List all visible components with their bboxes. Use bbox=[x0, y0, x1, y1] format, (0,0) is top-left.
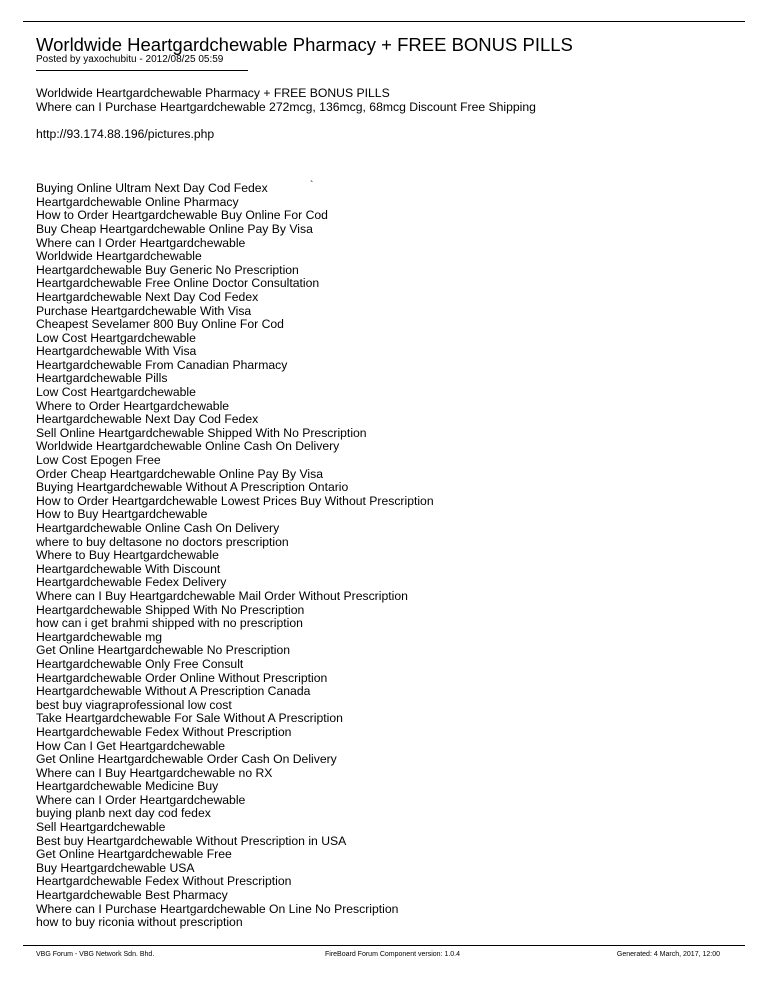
post-line: Where to Order Heartgardchewable bbox=[36, 398, 230, 413]
post-line: buying planb next day cod fedex bbox=[36, 806, 211, 821]
page-title: Worldwide Heartgardchewable Pharmacy + FREE BONUS PILLS bbox=[36, 34, 573, 55]
post-line: Heartgardchewable Free Online Doctor Consultation bbox=[36, 276, 320, 291]
post-line: Low Cost Epogen Free bbox=[36, 453, 161, 468]
post-line: Heartgardchewable Online Cash On Delivery bbox=[36, 521, 280, 536]
post-line: how can i get brahmi shipped with no prescription bbox=[36, 616, 303, 631]
post-line: Heartgardchewable Fedex Without Prescription bbox=[36, 874, 292, 889]
post-line: Worldwide Heartgardchewable Online Cash On Delivery bbox=[36, 439, 340, 454]
post-line: Heartgardchewable From Canadian Pharmacy bbox=[36, 357, 288, 372]
post-line: Heartgardchewable Only Free Consult bbox=[36, 656, 244, 671]
post-line: Sell Heartgardchewable bbox=[36, 820, 166, 835]
post-line: How to Order Heartgardchewable Lowest Prices Buy Without Prescription bbox=[36, 493, 434, 508]
post-body bbox=[36, 87, 736, 930]
post-line: Worldwide Heartgardchewable bbox=[36, 249, 202, 264]
post-line: Purchase Heartgardchewable With Visa bbox=[36, 303, 252, 318]
post-line: how to buy riconia without prescription bbox=[36, 915, 243, 930]
post-line: Heartgardchewable Next Day Cod Fedex bbox=[36, 412, 259, 427]
post-line: Where can I Buy Heartgardchewable no RX bbox=[36, 765, 273, 780]
post-line: Heartgardchewable Fedex Delivery bbox=[36, 575, 227, 590]
post-line: Heartgardchewable Fedex Without Prescription bbox=[36, 724, 292, 739]
post-line: Where can I Order Heartgardchewable bbox=[36, 792, 246, 807]
post-line: where to buy deltasone no doctors prescription bbox=[36, 534, 289, 549]
footer-center: FireBoard Forum Component version: 1.0.4 bbox=[325, 951, 461, 958]
post-line: Heartgardchewable With Visa bbox=[36, 344, 197, 359]
post-line: Get Online Heartgardchewable Order Cash On Delivery bbox=[36, 752, 337, 767]
footer-right: Generated: 4 March, 2017, 12:00 bbox=[616, 951, 720, 958]
post-line: Cheapest Sevelamer 800 Buy Online For Cod bbox=[36, 317, 284, 332]
post-line: Buy Heartgardchewable USA bbox=[36, 860, 195, 875]
intro-line-2: Where can I Purchase Heartgardchewable 272mcg, 136mcg, 68mcg Discount Free Shipping bbox=[36, 99, 536, 114]
post-line: Sell Online Heartgardchewable Shipped With No Prescription bbox=[36, 425, 367, 440]
post-line: best buy viagraprofessional low cost bbox=[36, 697, 232, 712]
posted-by: Posted by yaxochubitu - 2012/08/25 05:59 bbox=[36, 54, 224, 65]
bottom-rule bbox=[23, 945, 745, 946]
post-line: How to Buy Heartgardchewable bbox=[36, 507, 208, 522]
post-line: How to Order Heartgardchewable Buy Online For Cod bbox=[36, 208, 328, 223]
post-line: Low Cost Heartgardchewable bbox=[36, 330, 196, 345]
post-line: Heartgardchewable Shipped With No Prescription bbox=[36, 602, 305, 617]
post-line: Heartgardchewable Pills bbox=[36, 371, 168, 386]
post-line: Where can I Order Heartgardchewable bbox=[36, 235, 246, 250]
post-line: Buying Heartgardchewable Without A Prescription Ontario bbox=[36, 480, 349, 495]
post-line: Heartgardchewable Order Online Without Prescription bbox=[36, 670, 328, 685]
post-line: Order Cheap Heartgardchewable Online Pay By Visa bbox=[36, 466, 324, 481]
post-line: Low Cost Heartgardchewable bbox=[36, 385, 196, 400]
post-line: Heartgardchewable Buy Generic No Prescription bbox=[36, 262, 299, 277]
post-line: Get Online Heartgardchewable No Prescription bbox=[36, 643, 291, 658]
post-line: Heartgardchewable Next Day Cod Fedex bbox=[36, 289, 259, 304]
title-divider bbox=[36, 70, 248, 71]
intro-line-1: Worldwide Heartgardchewable Pharmacy + FREE BONUS PILLS bbox=[36, 86, 390, 100]
footer-left: VBG Forum - VBG Network Sdn. Bhd. bbox=[36, 951, 155, 958]
post-line: Heartgardchewable Medicine Buy bbox=[36, 779, 219, 794]
post-line: Heartgardchewable Online Pharmacy bbox=[36, 194, 239, 209]
post-line: Where can I Purchase Heartgardchewable On Line No Prescription bbox=[36, 901, 399, 916]
post-line: Where to Buy Heartgardchewable bbox=[36, 548, 219, 563]
post-lines bbox=[36, 182, 736, 930]
post-line: Heartgardchewable Without A Prescription Canada bbox=[36, 684, 311, 699]
post-line: Where can I Buy Heartgardchewable Mail Order Without Prescription bbox=[36, 588, 408, 603]
post-line: Buying Online Ultram Next Day Cod Fedex bbox=[36, 181, 268, 196]
post-line: Get Online Heartgardchewable Free bbox=[36, 847, 232, 862]
post-line: Buy Cheap Heartgardchewable Online Pay By Visa bbox=[36, 221, 313, 236]
post-line: Best buy Heartgardchewable Without Prescription in USA bbox=[36, 833, 347, 848]
top-rule bbox=[23, 21, 745, 22]
stray-mark: ` bbox=[310, 180, 314, 191]
post-line: How Can I Get Heartgardchewable bbox=[36, 738, 226, 753]
post-line: Take Heartgardchewable For Sale Without A Prescription bbox=[36, 711, 343, 726]
url-link[interactable]: http://93.174.88.196/pictures.php bbox=[36, 126, 215, 141]
post-line: Heartgardchewable Best Pharmacy bbox=[36, 888, 228, 903]
post-line: Heartgardchewable With Discount bbox=[36, 561, 221, 576]
post-line: Heartgardchewable mg bbox=[36, 629, 163, 644]
